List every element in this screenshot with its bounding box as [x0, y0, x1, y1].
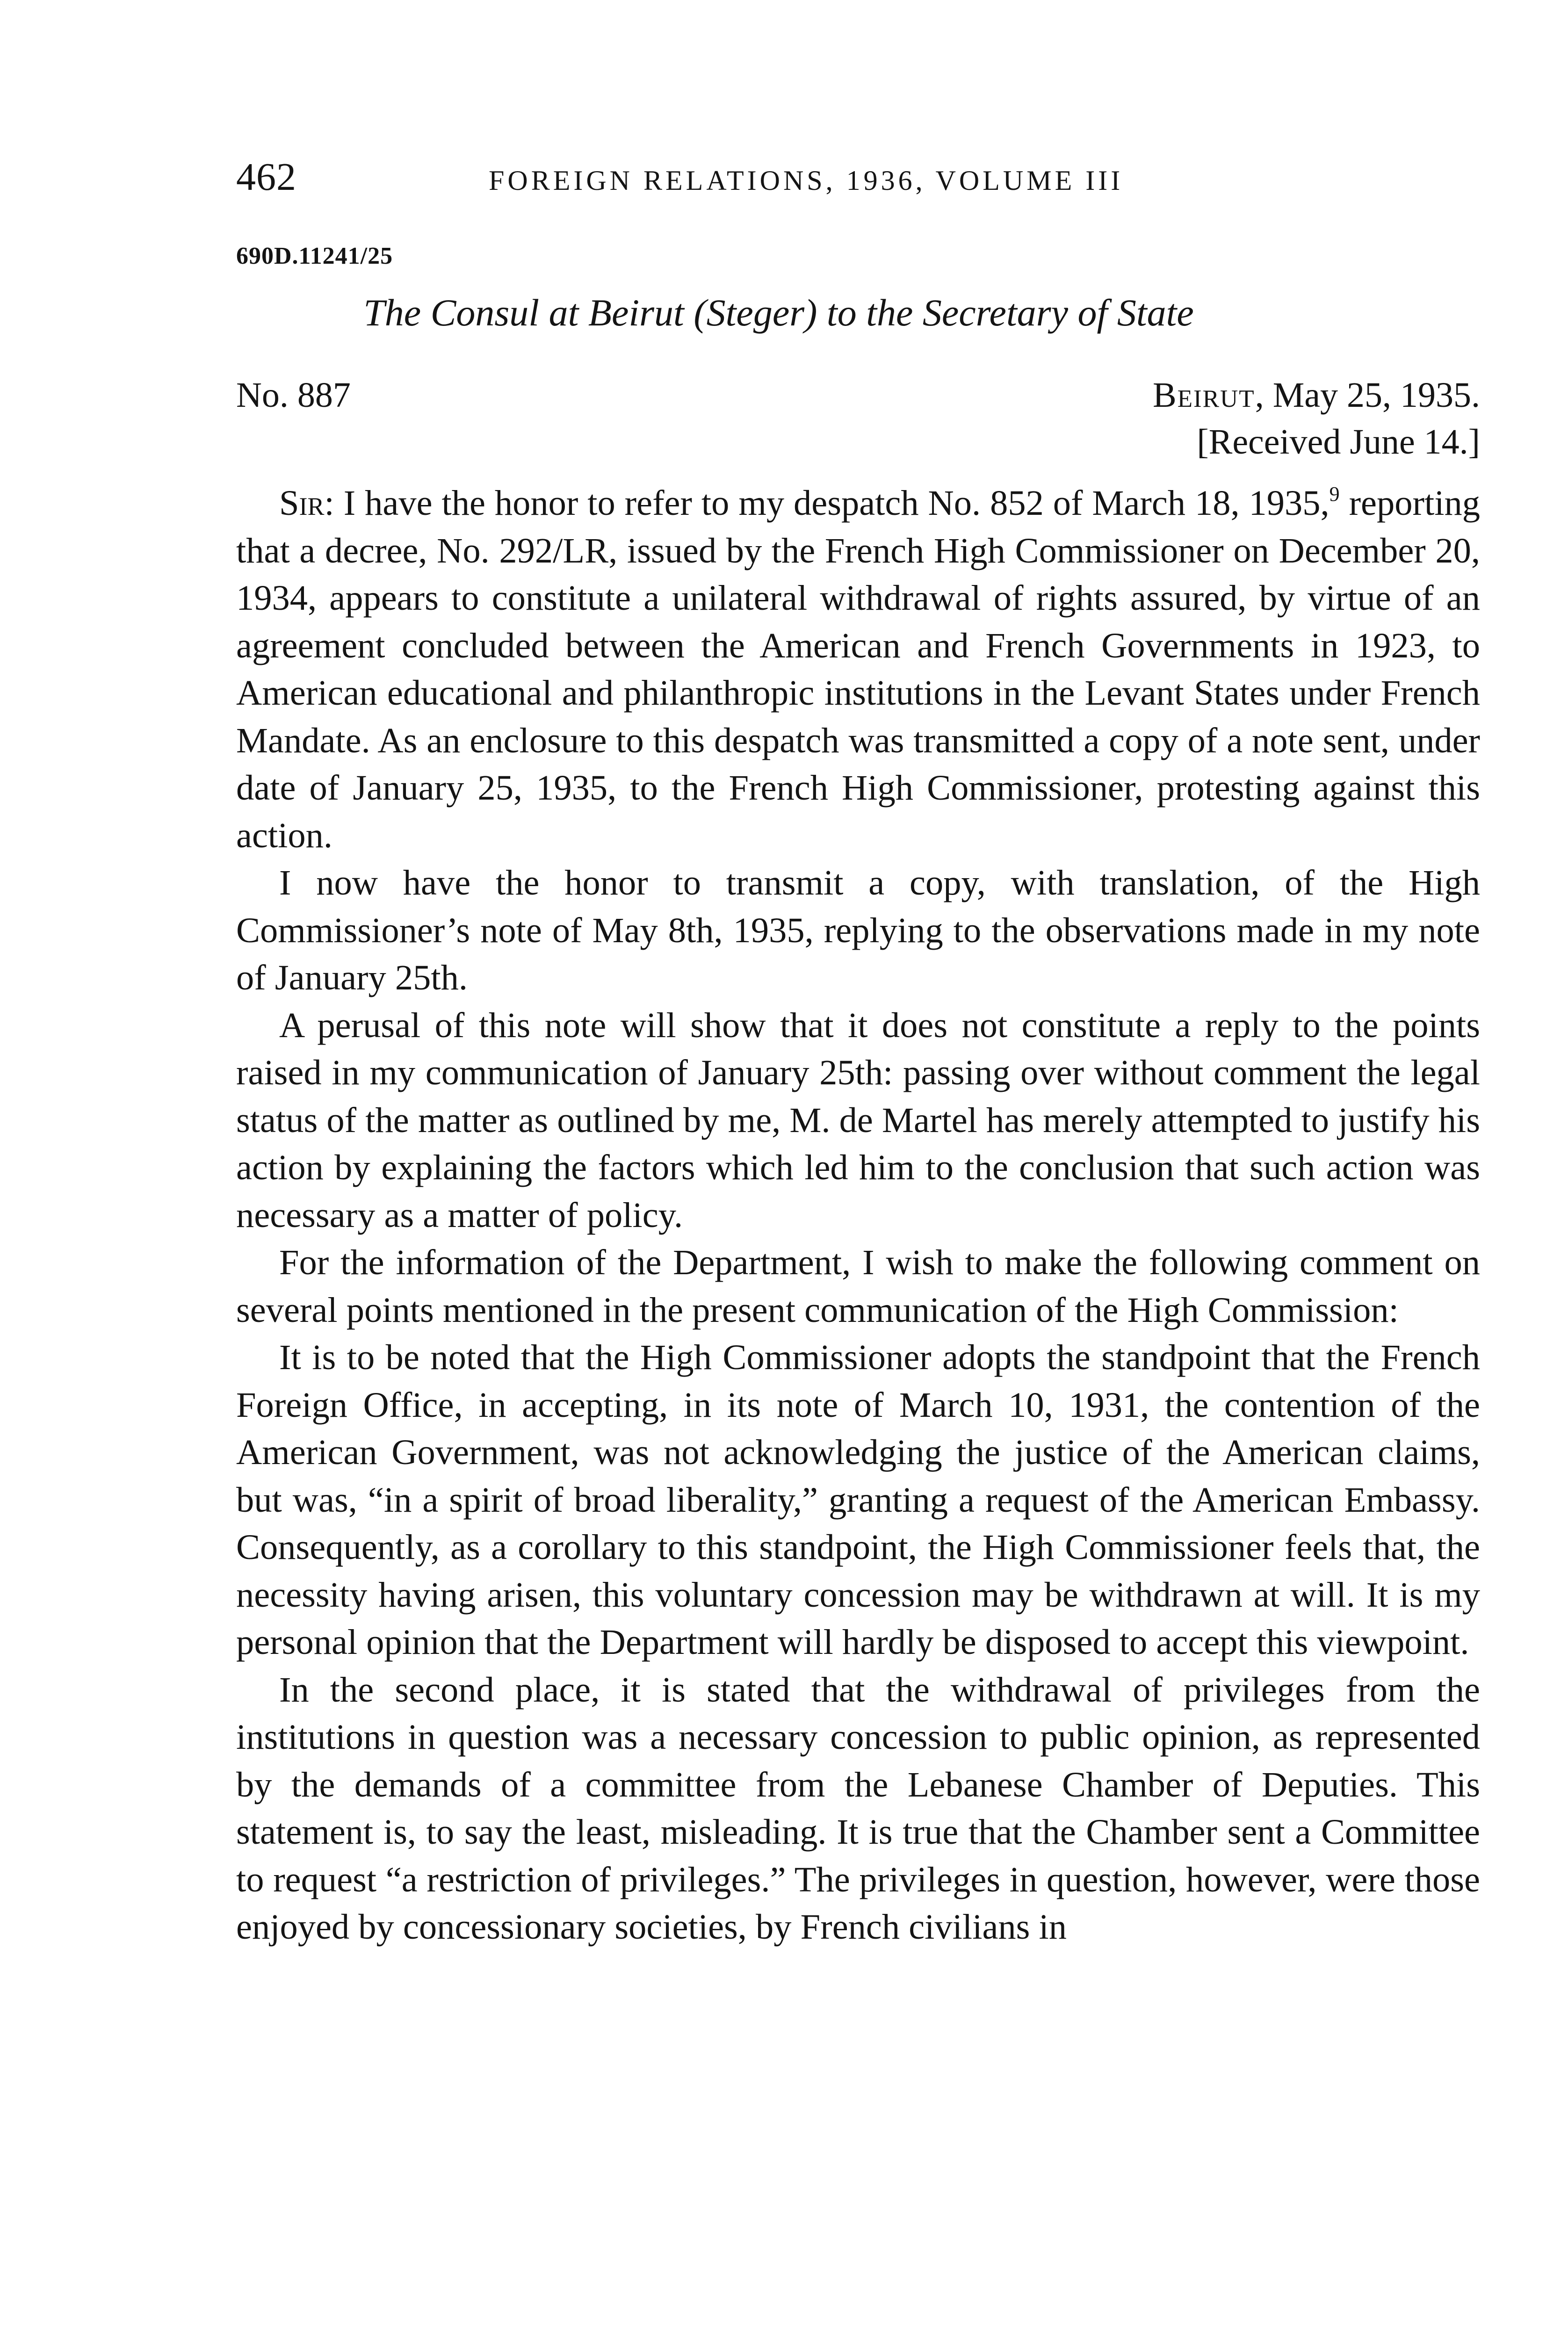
- paragraph-6: In the second place, it is stated that the withdrawal of privileges from the institutions in question was a necessary concession to public opinion, as represented by the demands of a committee from the Lebanese Chamber of Deputies. This statement is, to say the least, misleading. It is true that the Chamber sent a Committee to request “a restriction of privileges.” The privileges in question, however, were those enjoyed by concessionary societies, by French civilians in: [236, 1669, 1480, 1947]
- paragraph-2: I now have the honor to transmit a copy, with translation, of the High Commissioner’s note of May 8th, 1935, replying to the observations made in my note of January 25th.: [236, 863, 1480, 997]
- paragraph-5: It is to be noted that the High Commissioner adopts the standpoint that the French Foreign Office, in accepting, in its note of March 10, 1931, the contention of the American Government, was not acknowledging the justice of the American claims, but was, “in a spirit of broad liberality,” granting a request of the American Embassy. Consequently, as a corollary to this standpoint, the High Commissioner feels that, the necessity having arisen, this voluntary concession may be withdrawn at will. It is my personal opinion that the Department will hardly be disposed to accept this viewpoint.: [236, 1337, 1480, 1662]
- page-header: [236, 154, 1321, 210]
- file-number: 690D.11241/25: [236, 243, 393, 269]
- paragraph-3: A perusal of this note will show that it does not constitute a reply to the points raised in my communication of January 25th: passing over without comment the legal status of the matter as outlined by me, M. de Martel has merely attempted to justify his action by explaining the factors which led him to the conclusion that such action was necessary as a matter of policy.: [236, 1005, 1480, 1235]
- running-head: FOREIGN RELATIONS, 1936, VOLUME III: [489, 165, 1124, 196]
- despatch-number: No. 887: [236, 375, 351, 415]
- document-title: The Consul at Beirut (Steger) to the Secretary of State: [363, 291, 1194, 334]
- body-text: [236, 479, 1480, 1951]
- salutation: Sir:: [279, 483, 334, 523]
- paragraph-1-text-a: I have the honor to refer to my despatch No. 852 of March 18, 1935,: [334, 483, 1330, 523]
- page-number: 462: [236, 155, 296, 199]
- footnote-reference: 9: [1329, 483, 1340, 505]
- paragraph-1-text-b: reporting that a decree, No. 292/LR, issued by the French High Commissioner on December 20, 1934, appears to constitute a unilateral withdrawal of rights assured, by virtue of an agreement concluded between the American and French Governments in 1923, to American educational and philanthropic institutions in the Levant States under French Mandate. As an enclosure to this despatch was transmitted a copy of a note sent, under date of January 25, 1935, to the French High Commissioner, protesting against this action.: [236, 483, 1480, 855]
- received-date: [Received June 14.]: [1197, 422, 1480, 462]
- dateline-date: , May 25, 1935.: [1255, 375, 1480, 415]
- paragraph-4: For the information of the Department, I wish to make the following comment on several points mentioned in the present communication of the High Commission:: [236, 1242, 1480, 1330]
- paragraph-1: [236, 479, 1480, 859]
- dateline: [1153, 372, 1480, 419]
- dateline-place: Beirut: [1152, 375, 1255, 415]
